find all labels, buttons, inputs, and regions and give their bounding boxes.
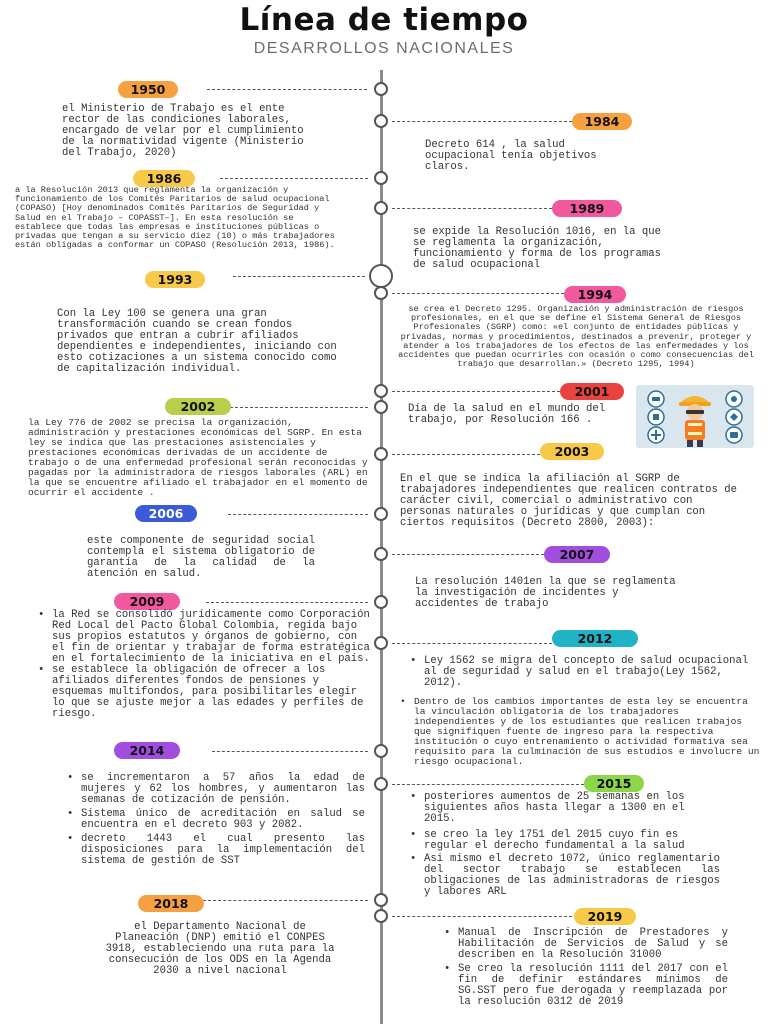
year-badge: 2007 <box>544 546 610 563</box>
bullet-item: • se incrementaron a 57 años la edad de mujeres y 62 los hombres, y aumentaron las semanas de cotización de pensión. <box>81 773 365 806</box>
bullet-item: • se creo la ley 1751 del 2015 cuyo fin es regular el derecho fundamental a la salud <box>424 830 720 852</box>
event-description: Día de la salud en el mundo del trabajo, por Resolución 166 . <box>408 403 606 426</box>
connector-line <box>212 751 368 752</box>
event-bullet-list <box>424 792 720 898</box>
timeline-node <box>374 547 388 561</box>
bullet-item: • decreto 1443 el cual presento las disposiciones para la implementación del sistema de gestión de SST <box>81 834 365 867</box>
connector-line <box>220 178 368 179</box>
event-bullet-list <box>81 773 365 867</box>
timeline-node <box>374 384 388 398</box>
timeline-node <box>374 114 388 128</box>
year-badge: 2009 <box>114 593 180 610</box>
safety-worker-illustration <box>636 385 754 448</box>
event-description: a la Resolución 2013 que reglamenta la organización y funcionamiento de los Comités Paritarios de salud ocupacional (COPASO) [Hoy denominados Comités Paritarios de Seguridad y Salud en el Trabajo – COPASST–]. En esta resolución se establece que todas las empresas e instituciones públicas o privadas que tengan a su servicio diez (10) o más trabajadores están obligadas a conformar un COPASO (Resolución 2013, 1986). <box>15 185 335 251</box>
timeline-node <box>374 507 388 521</box>
connector-line <box>392 643 552 644</box>
year-badge: 2002 <box>165 398 231 415</box>
bullet-item: • Ley 1562 se migra del concepto de salud ocupacional al de seguridad y salud en el trabajo(Ley 1562, 2012). <box>424 656 762 689</box>
timeline-node <box>369 264 393 288</box>
year-badge: 2012 <box>552 630 638 647</box>
year-badge: 2014 <box>114 742 180 759</box>
year-badge: 2018 <box>138 895 204 912</box>
event-description: este componente de seguridad social contempla el sistema obligatorio de garantía de la calidad de la atención en salud. <box>87 535 315 580</box>
safety-worker-icon <box>636 385 754 448</box>
event-description: La resolución 1401en la que se reglamenta la investigación de incidentes y accidentes de trabajo <box>415 576 676 610</box>
connector-line <box>392 454 540 455</box>
year-badge: 2015 <box>584 775 644 792</box>
page-title: Línea de tiempo <box>239 2 529 38</box>
timeline-node <box>374 400 388 414</box>
year-badge: 1950 <box>118 81 178 98</box>
event-description: se crea el Decreto 1295. Organización y administración de riesgos profesionales, en el que se define el Sistema General de Riesgos Profesionales (SGRP) como: «el conjunto de entidades públicas y privadas, normas y procedimientos, destinados a prevenir, proteger y atender a los trabajadores de los efectos de las enfermedades y los accidentes que puedan ocurrirles con ocasión o como consecuencias del trabajo que desarrollan.» (Decreto 1295, 1994) <box>398 304 754 370</box>
timeline-node <box>374 893 388 907</box>
event-description: se expide la Resolución 1016, en la que se reglamenta la organización, funcionamiento y forma de los programas de salud ocupacional <box>413 226 661 271</box>
timeline-node <box>374 636 388 650</box>
connector-line <box>228 514 368 515</box>
connector-line <box>230 407 368 408</box>
year-badge: 2003 <box>540 443 604 460</box>
year-badge: 1986 <box>133 170 195 187</box>
page-subtitle: DESARROLLOS NACIONALES <box>253 40 515 57</box>
timeline-node <box>374 82 388 96</box>
connector-line <box>392 293 564 294</box>
year-badge: 2019 <box>574 908 636 925</box>
connector-line <box>203 900 368 901</box>
connector-line <box>392 208 552 209</box>
bullet-item: • la Red se consolidó jurídicamente como Corporación Red Local del Pacto Global Colombia, regida bajo sus propios estatutos y órganos de gobierno, con el fin de orientar y trabajar de forma estratégica en el fortalecimiento de la iniciativa en el país. <box>52 610 370 665</box>
event-bullet-list <box>458 928 728 1008</box>
year-badge: 1989 <box>552 200 622 217</box>
bullet-item: • Sistema único de acreditación en salud se encuentra en el decreto 903 y 2082. <box>81 809 365 831</box>
connector-line <box>206 602 368 603</box>
bullet-item: • Manual de Inscripción de Prestadores y Habilitación de Servicios de Salud y se describen en la Resolución 31000 <box>458 928 728 961</box>
connector-line <box>207 89 367 90</box>
event-description: la Ley 776 de 2002 se precisa la organización, administración y prestaciones económicas del SGRP. En esta ley se indica que las prestaciones asistenciales y prestaciones económicas derivadas de un accidente de trabajo o de una enfermedad profesional serán reconocidas y pagadas por la administradora de riesgos laborales (ARL) en la que se encuentre afiliado el trabajador en el momento de ocurrir el accidente . <box>28 417 368 498</box>
connector-line <box>233 276 365 277</box>
year-badge: 1984 <box>572 113 632 130</box>
year-badge: 2006 <box>135 505 197 522</box>
event-description: Con la Ley 100 se genera una gran transformación cuando se crean fondos privados que entran a cubrir afiliados dependientes e independientes, iniciando con esto cotizaciones a un sistema conocido como de capitalización individual. <box>57 308 337 375</box>
timeline-node <box>374 744 388 758</box>
event-bullet-list <box>52 610 370 720</box>
bullet-item: • se establece la obligación de ofrecer a los afiliados diferentes fondos de pensiones y esquemas multifondos, para posibilitarles elegir lo que se ajuste mejor a las edades y perfiles de riesgo. <box>52 665 370 720</box>
connector-line <box>392 121 572 122</box>
event-description: En el que se indica la afiliación al SGRP de trabajadores independientes que realicen contratos de carácter civil, comercial o administrativo con personas naturales o jurídicas y que cumplan con ciertos requisitos (Decreto 2800, 2003): <box>400 473 737 529</box>
timeline-node <box>374 171 388 185</box>
event-description: Decreto 614 , la salud ocupacional tenía objetivos claros. <box>425 139 597 173</box>
bullet-item: • Asi mismo el decreto 1072, único reglamentario del sector trabajo se establecen las obligaciones de las administradoras de riesgos y labores ARL <box>424 854 720 898</box>
connector-line <box>392 554 544 555</box>
bullet-item: • Dentro de los cambios importantes de esta ley se encuentra la vinculación obligatoria de los trabajadores independientes y de los estudiantes que realicen trabajos que signifiquen fuente de ingreso para la respectiva institución o cuyo entrenamiento o actividad formativa sea requisito para la culminación de sus estudios e involucre un riesgo ocupacional. <box>414 697 762 767</box>
timeline-node <box>374 909 388 923</box>
year-badge: 2001 <box>560 383 624 400</box>
timeline-node <box>374 447 388 461</box>
event-description: el Ministerio de Trabajo es el ente rector de las condiciones laborales, encargado de velar por el cumplimiento de la normatividad vigente (Ministerio del Trabajo, 2020) <box>62 103 304 159</box>
timeline-node <box>374 777 388 791</box>
timeline-node <box>374 595 388 609</box>
connector-line <box>392 916 572 917</box>
bullet-item: • posteriores aumentos de 25 semanas en los siguientes años hasta llegar a 1300 en el 2015. <box>424 792 720 825</box>
connector-line <box>392 784 584 785</box>
connector-line <box>392 391 560 392</box>
event-bullet-list <box>414 655 762 767</box>
timeline-node <box>374 286 388 300</box>
bullet-item: • Se creo la resolución 1111 del 2017 con el fin de definir estándares mínimos de SG.SST pero fue derogada y reemplazada por la resolución 0312 de 2019 <box>458 964 728 1008</box>
year-badge: 1993 <box>145 271 205 288</box>
event-description: el Departamento Nacional de Planeación (DNP) emitió el CONPES 3918, estableciendo una ruta para la consecución de los ODS en la Agenda 2030 a nivel nacional <box>105 921 335 977</box>
year-badge: 1994 <box>564 286 626 303</box>
timeline-node <box>374 201 388 215</box>
